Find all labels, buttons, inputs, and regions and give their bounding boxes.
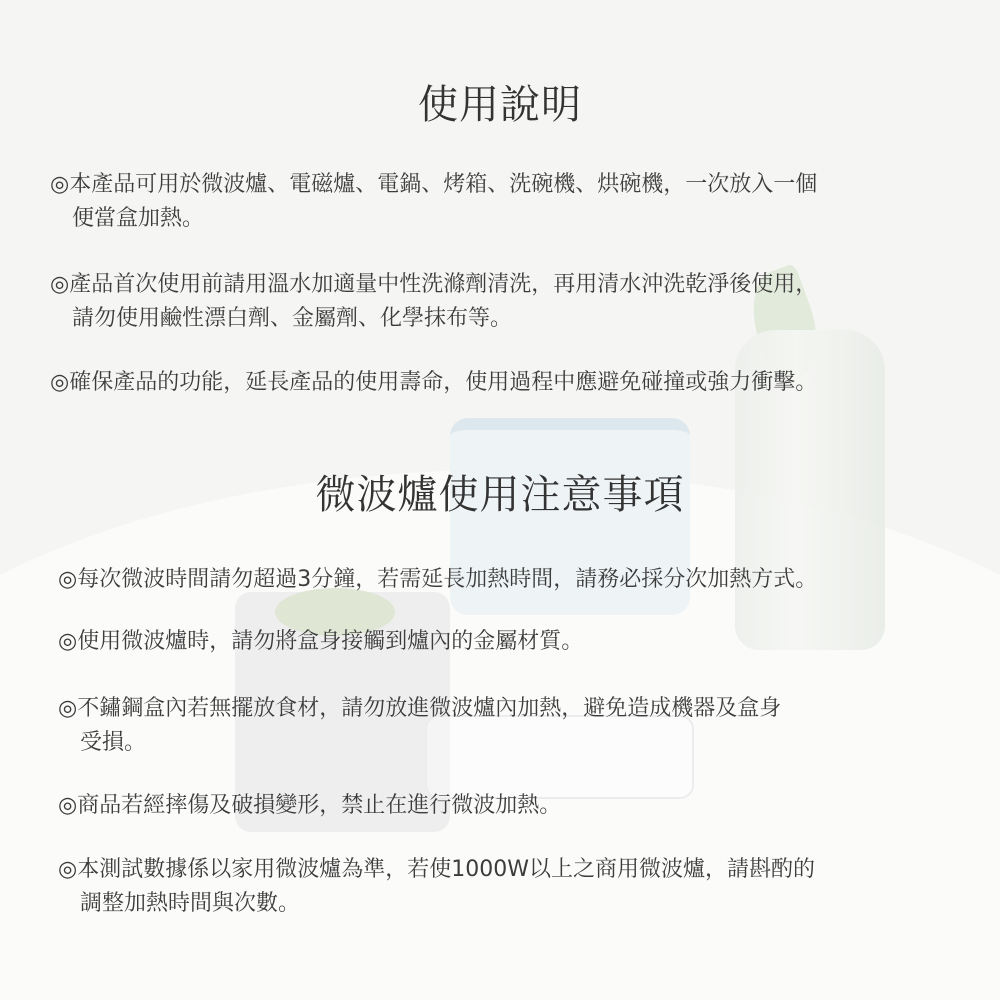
item-line-2: 調整加熱時間與次數。 bbox=[80, 891, 301, 916]
item-line-1: 每次微波時間請勿超過3分鐘，若需延長加熱時間，請務必採分次加熱方式。 bbox=[77, 567, 818, 592]
item-line-1: 產品首次使用前請用溫水加適量中性洗滌劑清洗，再用清水沖洗乾淨後使用， bbox=[69, 272, 818, 297]
item-line-2: 便當盒加熱。 bbox=[72, 206, 205, 231]
microwave-notes-title: 微波爐使用注意事項 bbox=[315, 472, 685, 518]
item-line-2: 請勿使用鹼性漂白劑、金屬劑、化學抹布等。 bbox=[72, 306, 513, 331]
microwave-item-4 bbox=[58, 789, 561, 823]
item-line-1: 本產品可用於微波爐、電磁爐、電鍋、烤箱、洗碗機、烘碗機，一次放入一個 bbox=[69, 172, 818, 197]
item-line-1: 商品若經摔傷及破損變形，禁止在進行微波加熱。 bbox=[77, 793, 562, 818]
microwave-item-2 bbox=[58, 625, 583, 659]
item-line-2: 受損。 bbox=[80, 730, 147, 755]
bullet-mark: ◎ bbox=[58, 567, 78, 592]
bullet-mark: ◎ bbox=[58, 857, 78, 882]
bullet-mark: ◎ bbox=[58, 793, 78, 818]
item-line-1: 不鏽鋼盒內若無擺放食材，請勿放進微波爐內加熱，避免造成機器及盒身 bbox=[77, 696, 782, 721]
bullet-mark: ◎ bbox=[58, 629, 78, 654]
item-line-1: 本測試數據係以家用微波爐為準，若使1000W以上之商用微波爐，請斟酌的 bbox=[77, 857, 815, 882]
usage-item-2 bbox=[50, 268, 817, 336]
bullet-mark: ◎ bbox=[50, 370, 70, 395]
microwave-item-3 bbox=[58, 692, 781, 760]
item-line-1: 使用微波爐時，請勿將盒身接觸到爐內的金屬材質。 bbox=[77, 629, 584, 654]
usage-item-1 bbox=[50, 168, 817, 236]
microwave-item-1 bbox=[58, 563, 817, 597]
item-line-1: 確保產品的功能，延長產品的使用壽命，使用過程中應避免碰撞或強力衝擊。 bbox=[69, 370, 818, 395]
bullet-mark: ◎ bbox=[58, 696, 78, 721]
usage-instructions-title: 使用說明 bbox=[418, 82, 582, 128]
usage-item-3 bbox=[50, 366, 817, 400]
bullet-mark: ◎ bbox=[50, 272, 70, 297]
microwave-item-5 bbox=[58, 853, 815, 921]
bullet-mark: ◎ bbox=[50, 172, 70, 197]
